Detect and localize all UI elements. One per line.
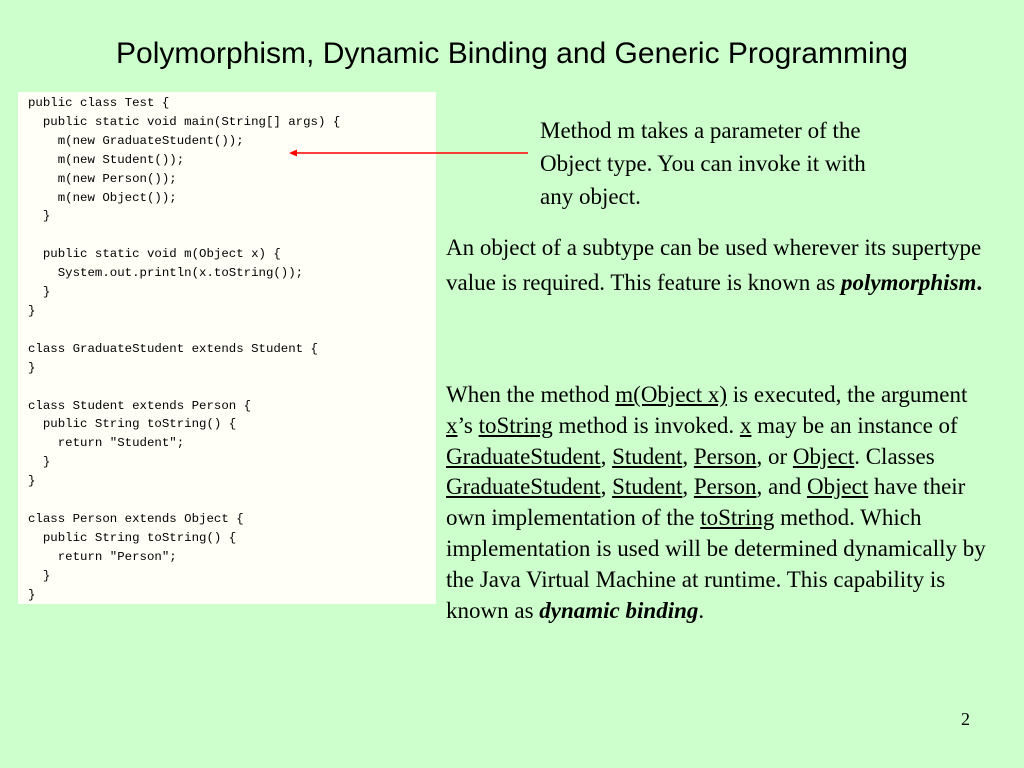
para2-end: . [698, 597, 705, 623]
para2-s14: method. Which implementation is used will be determined dynamically by the Java Virtual Machine at runtime. This capability is known as [446, 505, 986, 623]
para2-s10: , [600, 474, 613, 500]
para2-s6: , [600, 443, 613, 469]
para2-s12: , and [756, 474, 807, 500]
para1-end: . [976, 270, 983, 295]
polymorphism-paragraph [446, 230, 1006, 300]
para2-s9: . Classes [854, 443, 935, 469]
para2-s2: is executed, the argument [727, 382, 968, 407]
code-text: public class Test { public static void main(String[] args) { m(new GraduateStudent()); m(new Student()); m(new Person()); m(new Object()); } public static void m(Object x) { System.out.println(x.toString()); } } class GraduateStudent extends Student { } class Student extends Person { public String toString() { return "Student"; } } class Person extends Object { public String toString() { return "Person"; } } [28, 96, 341, 602]
x-link: x [739, 412, 752, 438]
method-link: m(Object x) [615, 382, 728, 407]
para2-s8: , or [756, 443, 793, 469]
arg-x-link: x [446, 412, 458, 438]
para2-s4: method is invoked. [552, 412, 740, 438]
object-link-2: Object [806, 474, 869, 500]
page-number: 2 [961, 709, 970, 729]
tostring-link-2: toString [700, 505, 775, 531]
student-link: Student [612, 443, 683, 469]
dynamic-binding-term: dynamic binding [539, 597, 699, 623]
graduatestudent-link: GraduateStudent [446, 443, 601, 469]
polymorphism-term: polymorphism [840, 270, 977, 295]
para2-s13: have their own implementation of the [446, 474, 966, 531]
graduatestudent-link-2: GraduateStudent [446, 474, 601, 500]
callout-text: Method m takes a parameter of the Object type. You can invoke it with any object. [540, 118, 866, 209]
para2-s11: , [682, 474, 694, 500]
slide-title: Polymorphism, Dynamic Binding and Generic Programming [116, 37, 908, 70]
object-link: Object [792, 443, 855, 469]
dynamic-binding-paragraph [446, 380, 991, 626]
para1-text: An object of a subtype can be used wherever its supertype value is required. This feature is known as [446, 235, 982, 295]
para2-s7: , [682, 443, 694, 469]
para2-s3: ’s [457, 412, 479, 438]
person-link-2: Person [693, 474, 757, 500]
para2-s1: When the method [446, 382, 616, 407]
student-link-2: Student [612, 474, 683, 500]
callout-arrow [280, 140, 540, 170]
person-link: Person [693, 443, 757, 469]
arrow-head [289, 150, 297, 157]
tostring-link: toString [478, 412, 553, 438]
para2-s5: may be an instance of [751, 412, 958, 438]
